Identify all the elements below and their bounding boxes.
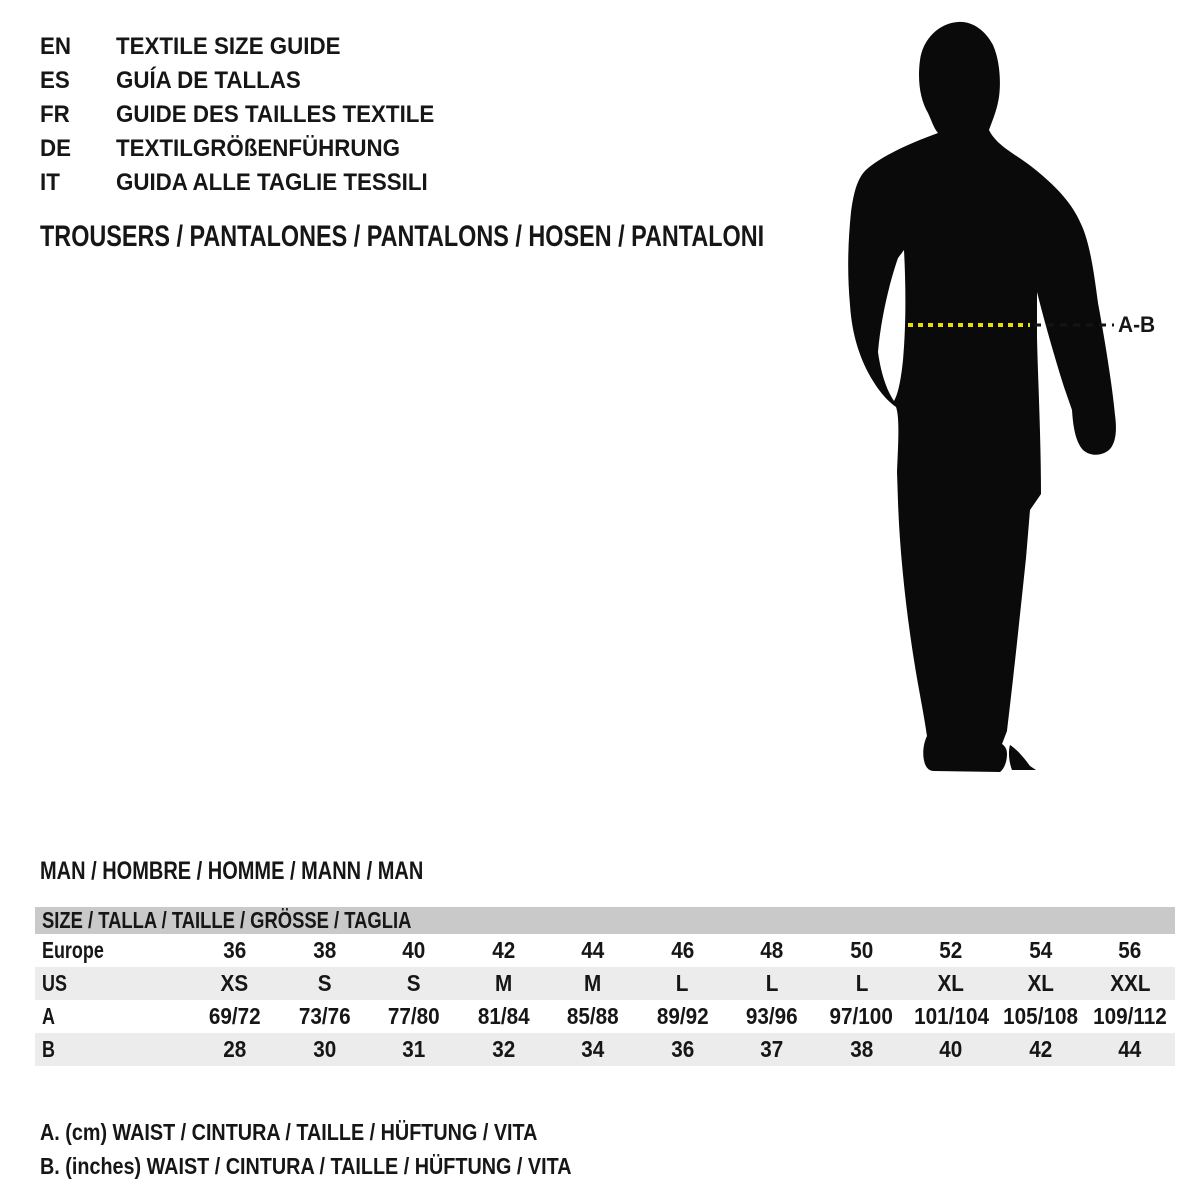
size-value-cell [369,937,459,964]
size-value-cell [1085,970,1175,997]
size-value: L [855,970,868,996]
man-silhouette-svg [840,14,1170,784]
size-value-cell [280,937,370,964]
size-value: 34 [581,1036,605,1062]
section-title-text: MAN / HOMBRE / HOMME / MANN / MAN [40,857,424,885]
size-value-cell [638,970,728,997]
size-value: 38 [850,1036,874,1062]
size-value: 93/96 [746,1003,798,1029]
size-table-header-text: SIZE / TALLA / TAILLE / GRÖSSE / TAGLIA [42,907,412,933]
lang-title-text: TEXTILE SIZE GUIDE [116,33,341,60]
size-value: 44 [581,937,605,963]
row-label-text: B [42,1036,55,1062]
size-value-cell [548,1003,638,1030]
size-value: 40 [939,1036,963,1062]
lang-row-it [40,166,458,200]
row-label [35,937,190,964]
size-table-row [35,934,1175,967]
size-value: 42 [491,937,515,963]
lang-title [116,166,451,200]
size-value: XL [1027,970,1054,996]
size-value-cell [369,970,459,997]
language-legend [40,30,458,200]
size-value-cell [190,970,280,997]
size-value-cell [817,937,907,964]
lang-code [40,132,116,166]
size-value-cell [638,1036,728,1063]
size-value: M [494,970,513,996]
size-value: 52 [939,937,963,963]
size-value: 89/92 [656,1003,709,1029]
size-value-cell [727,1036,817,1063]
size-value: S [406,970,421,996]
lang-code-text: IT [40,169,60,196]
size-value: 97/100 [829,1003,894,1029]
size-value: 81/84 [477,1003,530,1029]
size-value-cell [280,1036,370,1063]
row-label [35,1003,190,1030]
size-value-cell [369,1003,459,1030]
size-table-row [35,1033,1175,1066]
size-value-cell [190,937,280,964]
lang-title-text: GUIDA ALLE TAGLIE TESSILI [116,169,428,196]
lang-title [116,98,458,132]
size-value: 56 [1118,937,1142,963]
row-label [35,970,190,997]
size-value: 101/104 [913,1003,989,1029]
size-value-cell [459,937,549,964]
size-value-cell [369,1036,459,1063]
lang-code [40,166,116,200]
waist-measure-label [1118,312,1157,338]
size-value-cell [459,970,549,997]
category-title-text: TROUSERS / PANTALONES / PANTALONS / HOSEN / PANTALONI [40,220,765,253]
size-value-cell [1085,1003,1175,1030]
size-value-cell [459,1003,549,1030]
size-value: 50 [850,937,874,963]
size-value: 40 [402,937,426,963]
lang-row-de [40,132,458,166]
size-value: 85/88 [567,1003,619,1029]
size-value-cell [548,937,638,964]
lang-code-text: FR [40,101,70,128]
size-value-cell [727,1003,817,1030]
size-value-cell [638,1003,728,1030]
size-value: 105/108 [1003,1003,1079,1029]
size-value: 69/72 [208,1003,261,1029]
size-table [35,907,1175,1066]
size-value: S [317,970,332,996]
lang-code [40,30,116,64]
second-shoe-toe [1009,745,1036,770]
size-value: 44 [1118,1036,1142,1062]
lang-code [40,98,116,132]
lang-title [116,30,357,64]
size-value: 30 [312,1036,336,1062]
man-silhouette [848,22,1116,772]
size-value-cell [906,970,996,997]
size-value-cell [996,1003,1086,1030]
lang-title [116,132,421,166]
lang-title-text: GUÍA DE TALLAS [116,67,301,94]
size-value: 32 [491,1036,515,1062]
lang-title [116,64,315,98]
size-table-row [35,1000,1175,1033]
size-table-header [35,907,1175,934]
footnote-a [40,1115,658,1149]
size-value: M [584,970,602,996]
waist-measure-label-text: A-B [1118,312,1156,337]
footnotes [40,1115,658,1183]
size-value: 77/80 [387,1003,440,1029]
lang-title-text: TEXTILGRÖßENFÜHRUNG [116,135,400,162]
size-value: XXL [1110,970,1151,996]
size-value-cell [459,1036,549,1063]
size-value: 38 [312,937,336,963]
size-value-cell [548,970,638,997]
size-value: 37 [760,1036,784,1062]
size-value-cell [638,937,728,964]
row-label-text: Europe [42,937,104,963]
size-value-cell [548,1036,638,1063]
size-value: L [765,970,779,996]
size-value: 73/76 [298,1003,351,1029]
row-label [35,1036,190,1063]
size-table-body [35,934,1175,1066]
size-value: L [676,970,689,996]
size-value-cell [996,1036,1086,1063]
lang-code-text: EN [40,33,72,60]
size-value: 31 [402,1036,426,1062]
row-label-text: US [42,970,67,996]
size-value-cell [190,1036,280,1063]
size-table-row [35,967,1175,1000]
footnote-a-text: A. (cm) WAIST / CINTURA / TAILLE / HÜFTUNG / VITA [40,1119,538,1145]
size-value-cell [280,1003,370,1030]
size-value: 36 [670,1036,695,1062]
size-value-cell [817,1036,907,1063]
size-value-cell [727,970,817,997]
size-value-cell [996,937,1086,964]
size-value: 28 [223,1036,247,1062]
size-value: 36 [223,937,247,963]
size-value-cell [1085,937,1175,964]
size-value-cell [817,970,907,997]
lang-title-text: GUIDE DES TAILLES TEXTILE [116,101,435,128]
size-value-cell [817,1003,907,1030]
lang-row-es [40,64,458,98]
size-value-cell [906,1003,996,1030]
row-label-text: A [42,1003,55,1029]
footnote-b [40,1149,658,1183]
size-value: XS [220,970,249,996]
size-value: 109/112 [1093,1003,1168,1029]
size-value-cell [906,1036,996,1063]
figure-man-silhouette [840,14,1170,784]
size-value-cell [190,1003,280,1030]
section-title [40,854,519,888]
lang-code [40,64,116,98]
size-value-cell [280,970,370,997]
size-value: 48 [760,937,784,963]
size-value-cell [996,970,1086,997]
footnote-b-text: B. (inches) WAIST / CINTURA / TAILLE / HÜFTUNG / VITA [40,1153,572,1179]
size-value: XL [937,970,965,996]
lang-row-en [40,30,458,64]
size-value: 42 [1029,1036,1053,1062]
size-value-cell [1085,1036,1175,1063]
size-value: 46 [670,937,695,963]
size-value-cell [727,937,817,964]
category-title [40,220,968,254]
lang-row-fr [40,98,458,132]
lang-code-text: DE [40,135,72,162]
lang-code-text: ES [40,67,70,94]
size-value: 54 [1029,937,1053,963]
size-value-cell [906,937,996,964]
